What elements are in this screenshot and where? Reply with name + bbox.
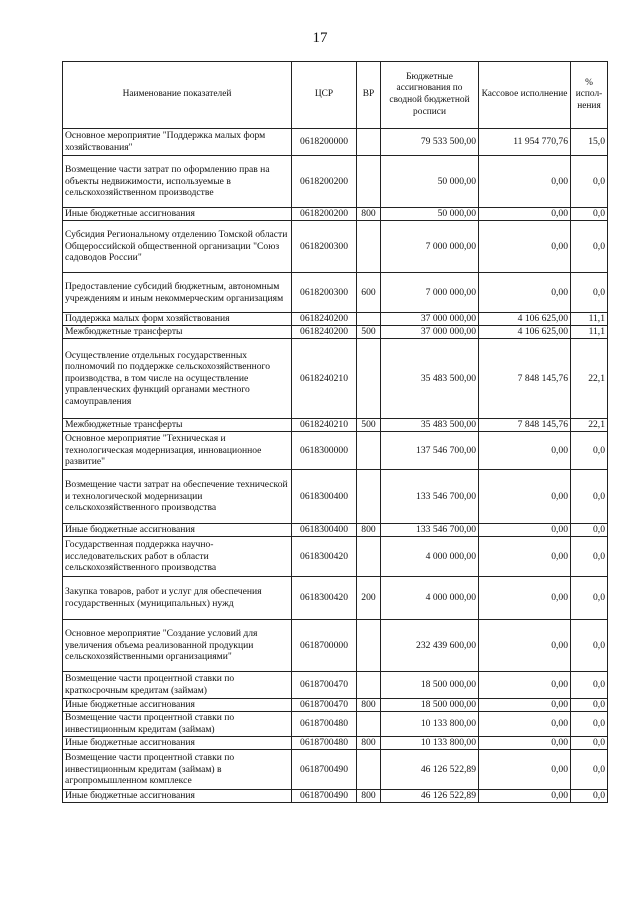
table-row (63, 750, 608, 790)
cell-indicator-name: Основное мероприятие "Техническая и технологическая модернизация, инновационное развитие" (63, 432, 292, 470)
table-row (63, 129, 608, 156)
cell-execution-percent: 11,1 (571, 326, 608, 339)
cell-execution-percent: 0,0 (571, 737, 608, 750)
page-number: 17 (312, 30, 328, 46)
cell-execution-percent: 22,1 (571, 339, 608, 419)
cell-vr-code (357, 672, 381, 699)
cell-indicator-name: Основное мероприятие "Создание условий для увеличения объема реализованной продукции сельскохозяйственными организациями" (63, 620, 292, 672)
cell-tsr-code: 0618300420 (292, 577, 357, 620)
table-row (63, 208, 608, 221)
cell-vr-code: 600 (357, 273, 381, 313)
cell-execution-percent: 0,0 (571, 537, 608, 577)
cell-execution-percent: 0,0 (571, 620, 608, 672)
table-row (63, 672, 608, 699)
cell-indicator-name: Осуществление отдельных государственных полномочий по поддержке сельскохозяйственного производства, в том числе на осуществление управленческих функций органами местного самоуправления (63, 339, 292, 419)
table-row (63, 339, 608, 419)
cell-budget-amount: 10 133 800,00 (381, 712, 479, 737)
cell-execution-percent: 0,0 (571, 712, 608, 737)
budget-execution-table (62, 61, 608, 803)
cell-tsr-code: 0618200200 (292, 208, 357, 221)
cell-cash-amount: 0,00 (479, 273, 571, 313)
cell-budget-amount: 133 546 700,00 (381, 470, 479, 524)
table-body (63, 129, 608, 803)
cell-cash-amount: 0,00 (479, 156, 571, 208)
cell-cash-amount: 0,00 (479, 790, 571, 803)
cell-cash-amount: 7 848 145,76 (479, 419, 571, 432)
cell-vr-code: 500 (357, 326, 381, 339)
cell-indicator-name: Поддержка малых форм хозяйствования (63, 313, 292, 326)
cell-tsr-code: 0618700480 (292, 712, 357, 737)
cell-indicator-name: Возмещение части процентной ставки по инвестиционным кредитам (займам) в агропромышленном комплексе (63, 750, 292, 790)
cell-budget-amount: 35 483 500,00 (381, 419, 479, 432)
cell-vr-code (357, 313, 381, 326)
cell-tsr-code: 0618300000 (292, 432, 357, 470)
cell-vr-code (357, 221, 381, 273)
cell-cash-amount: 0,00 (479, 712, 571, 737)
cell-execution-percent: 11,1 (571, 313, 608, 326)
cell-cash-amount: 0,00 (479, 620, 571, 672)
cell-vr-code: 800 (357, 699, 381, 712)
cell-budget-amount: 35 483 500,00 (381, 339, 479, 419)
cell-tsr-code: 0618200300 (292, 221, 357, 273)
cell-tsr-code: 0618240210 (292, 339, 357, 419)
cell-indicator-name: Возмещение части затрат на обеспечение технической и технологической модернизации сельскохозяйственного производства (63, 470, 292, 524)
cell-cash-amount: 0,00 (479, 577, 571, 620)
table-row (63, 419, 608, 432)
cell-budget-amount: 7 000 000,00 (381, 273, 479, 313)
table-header-row (63, 62, 608, 129)
cell-vr-code: 800 (357, 208, 381, 221)
table-row (63, 156, 608, 208)
cell-vr-code: 200 (357, 577, 381, 620)
table-row (63, 737, 608, 750)
cell-execution-percent: 0,0 (571, 208, 608, 221)
cell-execution-percent: 0,0 (571, 432, 608, 470)
cell-cash-amount: 0,00 (479, 221, 571, 273)
cell-cash-amount: 0,00 (479, 537, 571, 577)
cell-cash-amount: 4 106 625,00 (479, 326, 571, 339)
header-budget-allocations: Бюджетные ассигнования по сводной бюджетной росписи (381, 62, 479, 129)
cell-budget-amount: 137 546 700,00 (381, 432, 479, 470)
cell-budget-amount: 10 133 800,00 (381, 737, 479, 750)
cell-cash-amount: 0,00 (479, 208, 571, 221)
table-row (63, 221, 608, 273)
cell-tsr-code: 0618240200 (292, 326, 357, 339)
cell-indicator-name: Иные бюджетные ассигнования (63, 790, 292, 803)
cell-tsr-code: 0618700000 (292, 620, 357, 672)
cell-budget-amount: 79 533 500,00 (381, 129, 479, 156)
cell-budget-amount: 18 500 000,00 (381, 672, 479, 699)
cell-indicator-name: Иные бюджетные ассигнования (63, 737, 292, 750)
cell-execution-percent: 0,0 (571, 699, 608, 712)
cell-budget-amount: 4 000 000,00 (381, 537, 479, 577)
cell-tsr-code: 0618700480 (292, 737, 357, 750)
cell-budget-amount: 18 500 000,00 (381, 699, 479, 712)
cell-vr-code (357, 712, 381, 737)
cell-cash-amount: 0,00 (479, 672, 571, 699)
cell-vr-code: 800 (357, 790, 381, 803)
header-vr: ВР (357, 62, 381, 129)
table-row (63, 432, 608, 470)
cell-tsr-code: 0618700490 (292, 750, 357, 790)
cell-execution-percent: 0,0 (571, 672, 608, 699)
cell-tsr-code: 0618300420 (292, 537, 357, 577)
table-row (63, 790, 608, 803)
cell-execution-percent: 0,0 (571, 273, 608, 313)
header-tsr: ЦСР (292, 62, 357, 129)
cell-execution-percent: 15,0 (571, 129, 608, 156)
cell-execution-percent: 0,0 (571, 524, 608, 537)
header-cash-execution: Кассовое исполнение (479, 62, 571, 129)
cell-tsr-code: 0618200000 (292, 129, 357, 156)
cell-indicator-name: Основное мероприятие "Поддержка малых форм хозяйствования" (63, 129, 292, 156)
cell-budget-amount: 50 000,00 (381, 156, 479, 208)
cell-execution-percent: 0,0 (571, 577, 608, 620)
cell-indicator-name: Возмещение части процентной ставки по краткосрочным кредитам (займам) (63, 672, 292, 699)
table-row (63, 712, 608, 737)
cell-budget-amount: 7 000 000,00 (381, 221, 479, 273)
cell-indicator-name: Предоставление субсидий бюджетным, автономным учреждениям и иным некоммерческим организациям (63, 273, 292, 313)
cell-tsr-code: 0618240210 (292, 419, 357, 432)
cell-budget-amount: 133 546 700,00 (381, 524, 479, 537)
cell-indicator-name: Государственная поддержка научно-исследовательских работ в области сельскохозяйственного производства (63, 537, 292, 577)
cell-vr-code (357, 470, 381, 524)
table-row (63, 313, 608, 326)
cell-vr-code: 800 (357, 524, 381, 537)
cell-indicator-name: Возмещение части процентной ставки по инвестиционным кредитам (займам) (63, 712, 292, 737)
cell-tsr-code: 0618300400 (292, 524, 357, 537)
cell-execution-percent: 0,0 (571, 750, 608, 790)
cell-vr-code (357, 156, 381, 208)
header-execution-percent: % испол-нения (571, 62, 608, 129)
cell-tsr-code: 0618300400 (292, 470, 357, 524)
cell-execution-percent: 0,0 (571, 221, 608, 273)
cell-tsr-code: 0618240200 (292, 313, 357, 326)
table-row (63, 620, 608, 672)
cell-budget-amount: 37 000 000,00 (381, 313, 479, 326)
table-row (63, 577, 608, 620)
cell-cash-amount: 7 848 145,76 (479, 339, 571, 419)
cell-cash-amount: 0,00 (479, 699, 571, 712)
table-row (63, 326, 608, 339)
cell-cash-amount: 0,00 (479, 432, 571, 470)
cell-vr-code (357, 129, 381, 156)
cell-tsr-code: 0618700470 (292, 699, 357, 712)
cell-tsr-code: 0618700470 (292, 672, 357, 699)
cell-vr-code (357, 537, 381, 577)
table-row (63, 537, 608, 577)
header-indicator-name: Наименование показателей (63, 62, 292, 129)
cell-indicator-name: Межбюджетные трансферты (63, 419, 292, 432)
cell-execution-percent: 0,0 (571, 156, 608, 208)
cell-indicator-name: Закупка товаров, работ и услуг для обеспечения государственных (муниципальных) нужд (63, 577, 292, 620)
cell-budget-amount: 46 126 522,89 (381, 790, 479, 803)
table-row (63, 524, 608, 537)
cell-tsr-code: 0618700490 (292, 790, 357, 803)
cell-vr-code (357, 339, 381, 419)
cell-budget-amount: 50 000,00 (381, 208, 479, 221)
cell-cash-amount: 0,00 (479, 737, 571, 750)
cell-execution-percent: 22,1 (571, 419, 608, 432)
cell-budget-amount: 4 000 000,00 (381, 577, 479, 620)
cell-indicator-name: Межбюджетные трансферты (63, 326, 292, 339)
table-row (63, 470, 608, 524)
cell-cash-amount: 0,00 (479, 470, 571, 524)
cell-indicator-name: Иные бюджетные ассигнования (63, 524, 292, 537)
table-row (63, 699, 608, 712)
cell-budget-amount: 46 126 522,89 (381, 750, 479, 790)
cell-indicator-name: Субсидия Региональному отделению Томской области Общероссийской общественной организации "Союз садоводов России" (63, 221, 292, 273)
cell-vr-code (357, 750, 381, 790)
cell-vr-code: 800 (357, 737, 381, 750)
cell-cash-amount: 11 954 770,76 (479, 129, 571, 156)
cell-vr-code: 500 (357, 419, 381, 432)
cell-indicator-name: Возмещение части затрат по оформлению прав на объекты недвижимости, используемые в сельскохозяйственном производстве (63, 156, 292, 208)
cell-indicator-name: Иные бюджетные ассигнования (63, 699, 292, 712)
table-row (63, 273, 608, 313)
cell-indicator-name: Иные бюджетные ассигнования (63, 208, 292, 221)
cell-vr-code (357, 620, 381, 672)
cell-cash-amount: 4 106 625,00 (479, 313, 571, 326)
cell-budget-amount: 37 000 000,00 (381, 326, 479, 339)
cell-execution-percent: 0,0 (571, 790, 608, 803)
cell-vr-code (357, 432, 381, 470)
cell-tsr-code: 0618200200 (292, 156, 357, 208)
cell-tsr-code: 0618200300 (292, 273, 357, 313)
cell-cash-amount: 0,00 (479, 524, 571, 537)
cell-budget-amount: 232 439 600,00 (381, 620, 479, 672)
cell-cash-amount: 0,00 (479, 750, 571, 790)
cell-execution-percent: 0,0 (571, 470, 608, 524)
